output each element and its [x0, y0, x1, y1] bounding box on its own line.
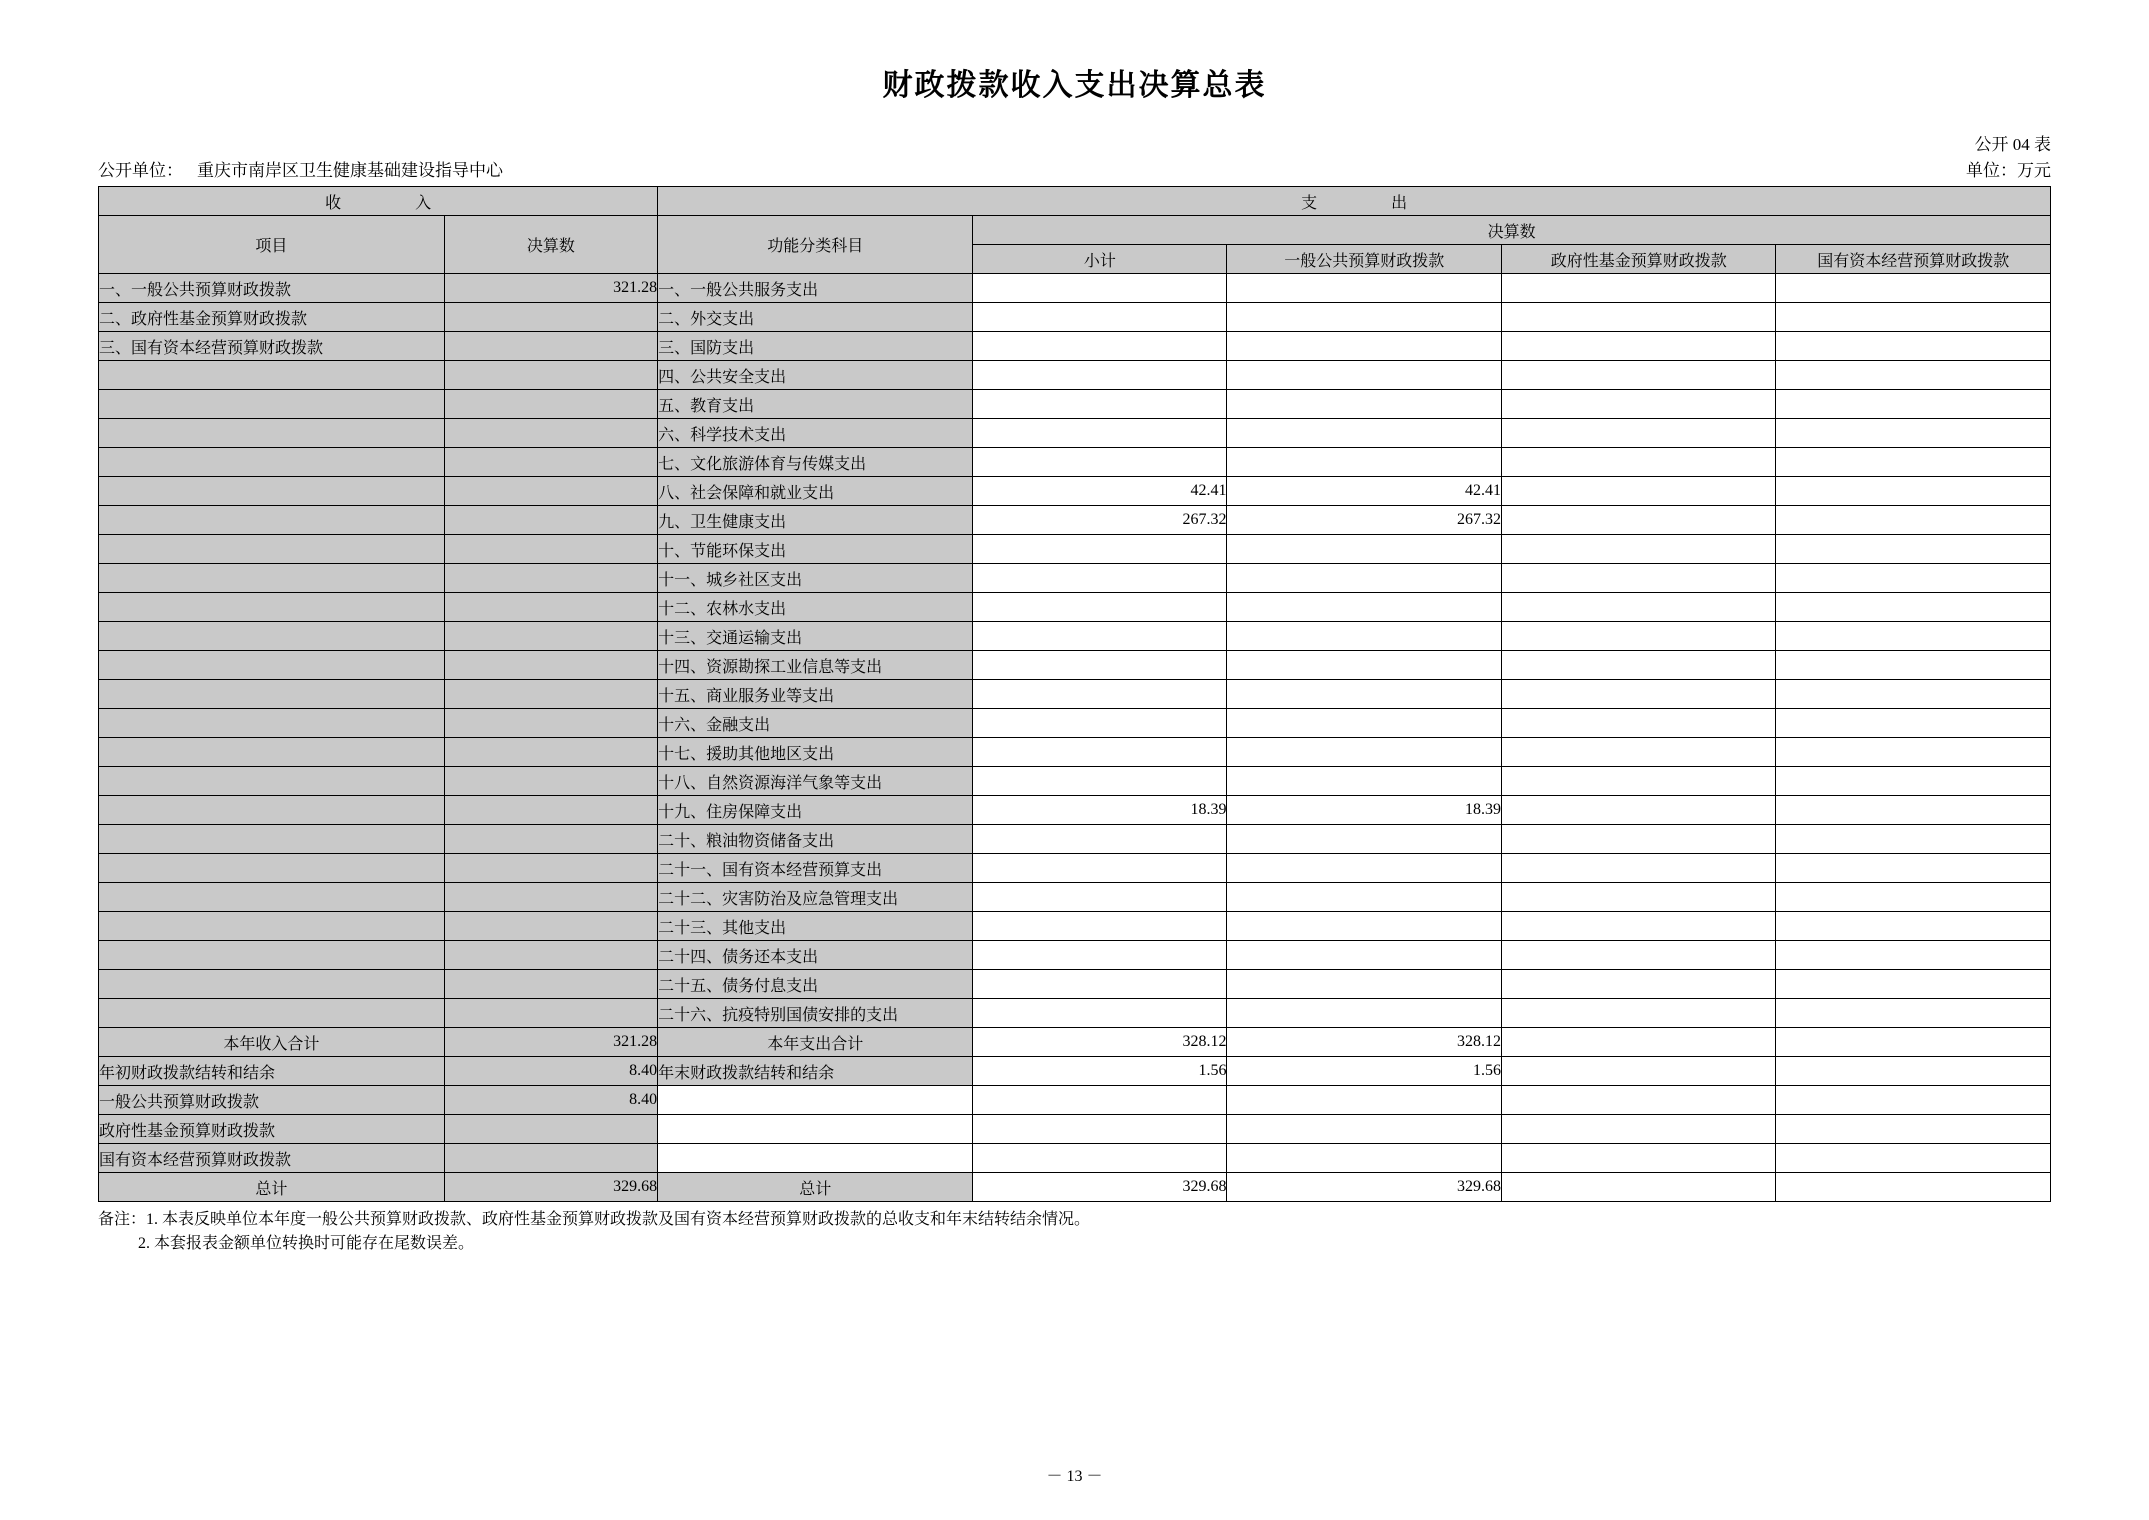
- expense-general: [1227, 941, 1501, 970]
- end-balance-capital: [1776, 1057, 2051, 1086]
- income-total-label: 本年收入合计: [99, 1028, 445, 1057]
- expense-subtotal: [973, 970, 1227, 999]
- expense-capital: [1776, 854, 2051, 883]
- expense-capital: [1776, 999, 2051, 1028]
- publishing-unit-name: 重庆市南岸区卫生健康基础建设指导中心: [197, 161, 503, 180]
- expense-capital: [1776, 651, 2051, 680]
- table-row: [99, 651, 2051, 680]
- expense-subtotal: [973, 593, 1227, 622]
- table-row: [99, 883, 2051, 912]
- expense-blank: [1227, 1115, 1501, 1144]
- expense-label: 十三、交通运输支出: [658, 622, 973, 651]
- expense-fund: [1501, 303, 1775, 332]
- table-row: [99, 854, 2051, 883]
- expense-item-header: 功能分类科目: [658, 216, 973, 274]
- expense-capital: [1776, 709, 2051, 738]
- expense-fund: [1501, 825, 1775, 854]
- income-label-empty: [99, 883, 445, 912]
- expense-capital: [1776, 941, 2051, 970]
- begin-detail-label: 一般公共预算财政拨款: [99, 1086, 445, 1115]
- expense-label: 十六、金融支出: [658, 709, 973, 738]
- table-row: [99, 796, 2051, 825]
- expense-fund: [1501, 709, 1775, 738]
- expense-total-capital: [1776, 1028, 2051, 1057]
- note-line-1: 备注：1. 本表反映单位本年度一般公共预算财政拨款、政府性基金预算财政拨款及国有资本经营预算财政拨款的总收支和年末结转结余情况。: [98, 1211, 1091, 1228]
- income-value-empty: [444, 825, 658, 854]
- expense-label: 一、一般公共服务支出: [658, 274, 973, 303]
- income-label-empty: [99, 854, 445, 883]
- income-value-empty: [444, 796, 658, 825]
- expense-capital: [1776, 738, 2051, 767]
- expense-subtotal: [973, 303, 1227, 332]
- income-label-empty: [99, 564, 445, 593]
- expense-general: [1227, 274, 1501, 303]
- subtotal-header: 小计: [973, 245, 1227, 274]
- income-label-empty: [99, 622, 445, 651]
- expense-subtotal: [973, 912, 1227, 941]
- expense-capital: [1776, 390, 2051, 419]
- expense-fund: [1501, 506, 1775, 535]
- expense-subtotal: [973, 738, 1227, 767]
- end-balance-general: 1.56: [1227, 1057, 1501, 1086]
- table-row: [99, 912, 2051, 941]
- expense-blank: [973, 1144, 1227, 1173]
- expense-label: 二十一、国有资本经营预算支出: [658, 854, 973, 883]
- expense-general: [1227, 970, 1501, 999]
- balance-detail-row: [99, 1115, 2051, 1144]
- expense-subtotal: 42.41: [973, 477, 1227, 506]
- table-header-row-1: [99, 187, 2051, 216]
- expense-capital: [1776, 593, 2051, 622]
- expense-general: 267.32: [1227, 506, 1501, 535]
- expense-label: 十八、自然资源海洋气象等支出: [658, 767, 973, 796]
- expense-general: [1227, 854, 1501, 883]
- expense-subtotal: [973, 274, 1227, 303]
- expense-label: 十四、资源勘探工业信息等支出: [658, 651, 973, 680]
- expense-general: [1227, 361, 1501, 390]
- income-label-empty: [99, 912, 445, 941]
- income-label-empty: [99, 593, 445, 622]
- expense-subtotal: [973, 883, 1227, 912]
- expense-subtotal: 267.32: [973, 506, 1227, 535]
- income-label-empty: [99, 941, 445, 970]
- expense-general: [1227, 303, 1501, 332]
- page-number: － 13 －: [1046, 1468, 1103, 1485]
- expense-fund: [1501, 912, 1775, 941]
- income-label-empty: [99, 999, 445, 1028]
- begin-balance-value: 8.40: [444, 1057, 658, 1086]
- grand-total-fund: [1501, 1173, 1775, 1202]
- expense-subtotal: [973, 564, 1227, 593]
- table-row: [99, 274, 2051, 303]
- income-value-empty: [444, 448, 658, 477]
- income-value-empty: [444, 709, 658, 738]
- amount-unit: 单位：万元: [1966, 161, 2051, 180]
- expense-blank: [1227, 1144, 1501, 1173]
- income-value-empty: [444, 506, 658, 535]
- income-amount-header: 决算数: [444, 216, 658, 274]
- expense-total-fund: [1501, 1028, 1775, 1057]
- expense-fund: [1501, 622, 1775, 651]
- expense-fund: [1501, 767, 1775, 796]
- income-label-empty: [99, 767, 445, 796]
- expense-capital: [1776, 361, 2051, 390]
- general-public-header: 一般公共预算财政拨款: [1227, 245, 1501, 274]
- expense-label: 三、国防支出: [658, 332, 973, 361]
- expense-label: 二、外交支出: [658, 303, 973, 332]
- expense-general: [1227, 419, 1501, 448]
- expense-subtotal: [973, 999, 1227, 1028]
- table-row: [99, 390, 2051, 419]
- expense-blank: [973, 1115, 1227, 1144]
- income-total-value: 321.28: [444, 1028, 658, 1057]
- expense-label: 二十五、债务付息支出: [658, 970, 973, 999]
- expense-capital: [1776, 825, 2051, 854]
- expense-blank: [658, 1086, 973, 1115]
- table-row: [99, 303, 2051, 332]
- expense-label: 四、公共安全支出: [658, 361, 973, 390]
- gov-fund-header: 政府性基金预算财政拨款: [1501, 245, 1775, 274]
- expense-label: 五、教育支出: [658, 390, 973, 419]
- publishing-unit: [98, 156, 503, 181]
- begin-detail-label: 国有资本经营预算财政拨款: [99, 1144, 445, 1173]
- expense-amount-group-header: 决算数: [973, 216, 2051, 245]
- income-value-empty: [444, 767, 658, 796]
- expense-fund: [1501, 448, 1775, 477]
- income-value-empty: [444, 622, 658, 651]
- expense-blank: [1776, 1115, 2051, 1144]
- expense-fund: [1501, 535, 1775, 564]
- expense-label: 二十四、债务还本支出: [658, 941, 973, 970]
- expense-subtotal: [973, 709, 1227, 738]
- expense-fund: [1501, 970, 1775, 999]
- expense-capital: [1776, 448, 2051, 477]
- expense-capital: [1776, 303, 2051, 332]
- income-item-header: 项目: [99, 216, 445, 274]
- expense-subtotal: [973, 651, 1227, 680]
- grand-total-row: [99, 1173, 2051, 1202]
- expense-fund: [1501, 883, 1775, 912]
- expense-general: [1227, 999, 1501, 1028]
- state-capital-header: 国有资本经营预算财政拨款: [1776, 245, 2051, 274]
- page-title: 财政拨款收入支出决算总表: [882, 69, 1267, 102]
- income-label: 三、国有资本经营预算财政拨款: [99, 332, 445, 361]
- expense-general: [1227, 593, 1501, 622]
- income-label-empty: [99, 419, 445, 448]
- income-label-empty: [99, 361, 445, 390]
- table-row: [99, 680, 2051, 709]
- expense-fund: [1501, 593, 1775, 622]
- income-label-empty: [99, 709, 445, 738]
- begin-balance-label: 年初财政拨款结转和结余: [99, 1057, 445, 1086]
- table-row: [99, 970, 2051, 999]
- expense-label: 十一、城乡社区支出: [658, 564, 973, 593]
- expense-blank: [658, 1115, 973, 1144]
- expense-capital: [1776, 419, 2051, 448]
- expense-general: 42.41: [1227, 477, 1501, 506]
- income-value: [444, 332, 658, 361]
- expense-subtotal: [973, 941, 1227, 970]
- expense-subtotal: [973, 680, 1227, 709]
- expense-label: 十五、商业服务业等支出: [658, 680, 973, 709]
- expense-general: [1227, 709, 1501, 738]
- expense-label: 十二、农林水支出: [658, 593, 973, 622]
- budget-table: [98, 186, 2051, 1202]
- expense-label: 十九、住房保障支出: [658, 796, 973, 825]
- table-row: [99, 361, 2051, 390]
- begin-detail-label: 政府性基金预算财政拨款: [99, 1115, 445, 1144]
- income-value-empty: [444, 390, 658, 419]
- expense-capital: [1776, 622, 2051, 651]
- form-code: 公开 04 表: [1974, 135, 2051, 154]
- expense-capital: [1776, 506, 2051, 535]
- income-value-empty: [444, 970, 658, 999]
- table-row: [99, 564, 2051, 593]
- income-label-empty: [99, 651, 445, 680]
- expense-label: 二十、粮油物资储备支出: [658, 825, 973, 854]
- expense-total-label: 本年支出合计: [658, 1028, 973, 1057]
- expense-subtotal: 18.39: [973, 796, 1227, 825]
- table-header-row-2: [99, 216, 2051, 245]
- table-row: [99, 419, 2051, 448]
- expense-subtotal: [973, 622, 1227, 651]
- income-label-empty: [99, 448, 445, 477]
- end-balance-fund: [1501, 1057, 1775, 1086]
- begin-detail-value: [444, 1115, 658, 1144]
- income-label-empty: [99, 477, 445, 506]
- income-label-empty: [99, 680, 445, 709]
- expense-fund: [1501, 999, 1775, 1028]
- expense-fund: [1501, 564, 1775, 593]
- table-row: [99, 593, 2051, 622]
- expense-label: 二十六、抗疫特别国债安排的支出: [658, 999, 973, 1028]
- expense-capital: [1776, 564, 2051, 593]
- income-label-empty: [99, 390, 445, 419]
- table-row: [99, 825, 2051, 854]
- balance-row: [99, 1057, 2051, 1086]
- publishing-unit-label: 公开单位：: [98, 161, 183, 180]
- expense-capital: [1776, 477, 2051, 506]
- expense-label: 八、社会保障和就业支出: [658, 477, 973, 506]
- table-row: [99, 767, 2051, 796]
- expense-capital: [1776, 767, 2051, 796]
- expense-capital: [1776, 883, 2051, 912]
- expense-blank: [1501, 1144, 1775, 1173]
- income-label: 一、一般公共预算财政拨款: [99, 274, 445, 303]
- expense-fund: [1501, 941, 1775, 970]
- income-value-empty: [444, 854, 658, 883]
- income-value-empty: [444, 564, 658, 593]
- income-value-empty: [444, 883, 658, 912]
- expense-general: [1227, 825, 1501, 854]
- income-label-empty: [99, 535, 445, 564]
- income-label-empty: [99, 825, 445, 854]
- expense-subtotal: [973, 390, 1227, 419]
- expense-general: 18.39: [1227, 796, 1501, 825]
- expense-total-general: 328.12: [1227, 1028, 1501, 1057]
- table-row: [99, 332, 2051, 361]
- grand-total-capital: [1776, 1173, 2051, 1202]
- expense-general: [1227, 448, 1501, 477]
- table-row: [99, 506, 2051, 535]
- expense-subtotal: [973, 361, 1227, 390]
- grand-total-label-right: 总计: [658, 1173, 973, 1202]
- income-value-empty: [444, 477, 658, 506]
- expense-capital: [1776, 912, 2051, 941]
- expense-capital: [1776, 680, 2051, 709]
- expense-general: [1227, 535, 1501, 564]
- expense-subtotal: [973, 535, 1227, 564]
- income-value: [444, 303, 658, 332]
- meta-row-unit: [98, 156, 2051, 182]
- expense-blank: [973, 1086, 1227, 1115]
- expense-general: [1227, 332, 1501, 361]
- income-label-empty: [99, 970, 445, 999]
- table-row: [99, 738, 2051, 767]
- income-value-empty: [444, 999, 658, 1028]
- expense-blank: [1501, 1086, 1775, 1115]
- income-value-empty: [444, 912, 658, 941]
- grand-total-subtotal: 329.68: [973, 1173, 1227, 1202]
- expense-subtotal: [973, 332, 1227, 361]
- income-value-empty: [444, 738, 658, 767]
- expense-fund: [1501, 738, 1775, 767]
- expense-total-subtotal: 328.12: [973, 1028, 1227, 1057]
- table-row: [99, 477, 2051, 506]
- table-row: [99, 448, 2051, 477]
- expense-blank: [1227, 1086, 1501, 1115]
- expense-general: [1227, 680, 1501, 709]
- expense-fund: [1501, 390, 1775, 419]
- income-value-empty: [444, 593, 658, 622]
- income-label-empty: [99, 506, 445, 535]
- expense-subtotal: [973, 448, 1227, 477]
- expense-label: 九、卫生健康支出: [658, 506, 973, 535]
- expense-blank: [1776, 1144, 2051, 1173]
- begin-detail-value: [444, 1144, 658, 1173]
- expense-general: [1227, 738, 1501, 767]
- expense-capital: [1776, 535, 2051, 564]
- income-label-empty: [99, 738, 445, 767]
- income-value-empty: [444, 941, 658, 970]
- income-value: 321.28: [444, 274, 658, 303]
- expense-fund: [1501, 274, 1775, 303]
- end-balance-label: 年末财政拨款结转和结余: [658, 1057, 973, 1086]
- income-value-empty: [444, 651, 658, 680]
- grand-total-value-left: 329.68: [444, 1173, 658, 1202]
- income-label: 二、政府性基金预算财政拨款: [99, 303, 445, 332]
- expense-label: 七、文化旅游体育与传媒支出: [658, 448, 973, 477]
- grand-total-general: 329.68: [1227, 1173, 1501, 1202]
- expense-general: [1227, 622, 1501, 651]
- expense-blank: [658, 1144, 973, 1173]
- grand-total-label-left: 总计: [99, 1173, 445, 1202]
- expense-subtotal: [973, 419, 1227, 448]
- income-total-row: [99, 1028, 2051, 1057]
- income-value-empty: [444, 419, 658, 448]
- expense-general: [1227, 883, 1501, 912]
- expense-label: 六、科学技术支出: [658, 419, 973, 448]
- begin-detail-value: 8.40: [444, 1086, 658, 1115]
- expense-label: 二十二、灾害防治及应急管理支出: [658, 883, 973, 912]
- expense-general: [1227, 390, 1501, 419]
- income-value-empty: [444, 535, 658, 564]
- expense-general: [1227, 651, 1501, 680]
- expense-subtotal: [973, 767, 1227, 796]
- expense-label: 十七、援助其他地区支出: [658, 738, 973, 767]
- expense-blank: [1501, 1115, 1775, 1144]
- expense-general: [1227, 912, 1501, 941]
- table-row: [99, 622, 2051, 651]
- table-row: [99, 535, 2051, 564]
- table-row: [99, 709, 2051, 738]
- expense-fund: [1501, 361, 1775, 390]
- expense-capital: [1776, 274, 2051, 303]
- expense-capital: [1776, 796, 2051, 825]
- balance-detail-row: [99, 1144, 2051, 1173]
- expense-subtotal: [973, 854, 1227, 883]
- income-label-empty: [99, 796, 445, 825]
- expense-subtotal: [973, 825, 1227, 854]
- expense-group-header: 支 出: [658, 187, 2051, 216]
- balance-detail-row: [99, 1086, 2051, 1115]
- expense-fund: [1501, 477, 1775, 506]
- table-row: [99, 941, 2051, 970]
- income-value-empty: [444, 361, 658, 390]
- expense-capital: [1776, 970, 2051, 999]
- expense-general: [1227, 564, 1501, 593]
- expense-capital: [1776, 332, 2051, 361]
- expense-blank: [1776, 1086, 2051, 1115]
- table-row: [99, 999, 2051, 1028]
- table-notes: [98, 1208, 2051, 1256]
- meta-row-top: [98, 130, 2051, 154]
- expense-fund: [1501, 796, 1775, 825]
- expense-label: 十、节能环保支出: [658, 535, 973, 564]
- expense-general: [1227, 767, 1501, 796]
- expense-fund: [1501, 680, 1775, 709]
- expense-fund: [1501, 332, 1775, 361]
- note-line-2: 2. 本套报表金额单位转换时可能存在尾数误差。: [138, 1235, 475, 1252]
- income-value-empty: [444, 680, 658, 709]
- expense-fund: [1501, 419, 1775, 448]
- expense-fund: [1501, 854, 1775, 883]
- end-balance-subtotal: 1.56: [973, 1057, 1227, 1086]
- expense-label: 二十三、其他支出: [658, 912, 973, 941]
- expense-fund: [1501, 651, 1775, 680]
- income-group-header: 收 入: [99, 187, 658, 216]
